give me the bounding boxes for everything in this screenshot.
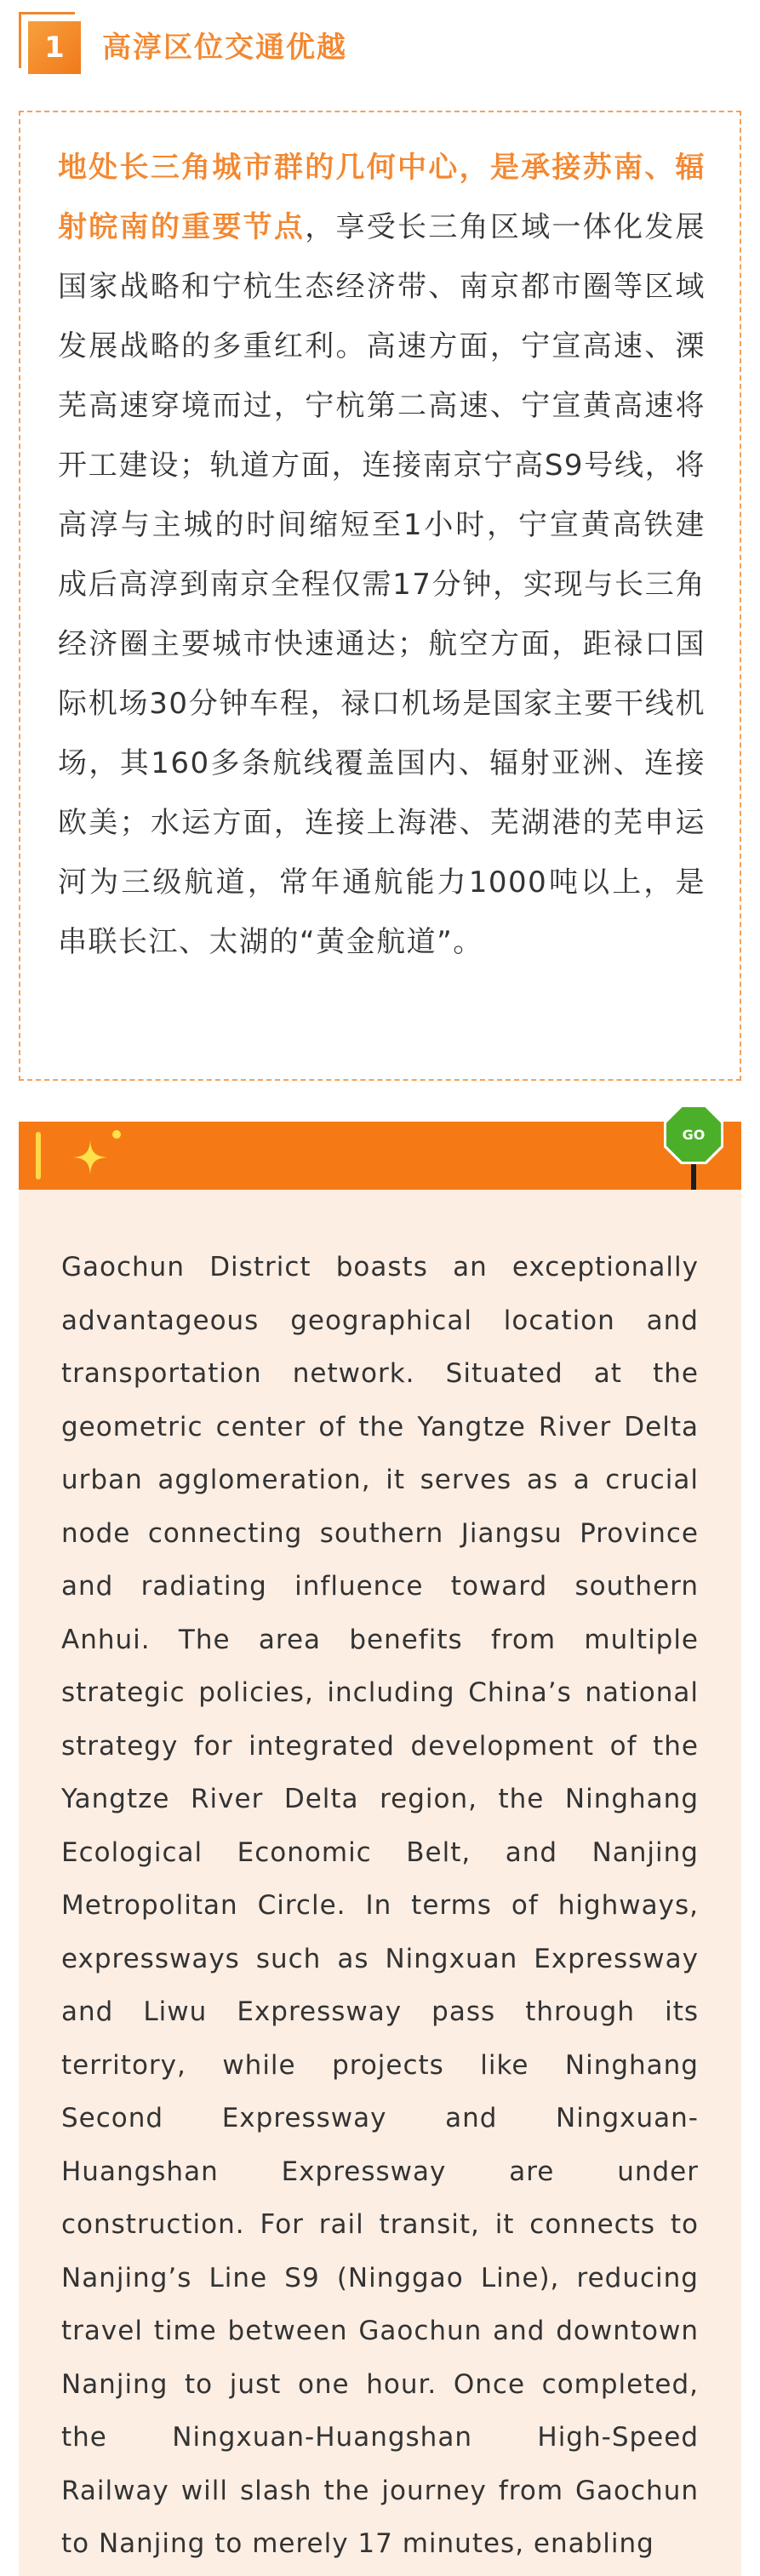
go-sign — [662, 1103, 725, 1197]
english-text-box — [19, 1190, 741, 2576]
sparkle-dot-icon — [112, 1130, 121, 1139]
highlight-geometric-center: 地处长三角城市群的几何中心 — [58, 151, 460, 185]
section-header — [19, 12, 444, 80]
sparkle-star-icon — [71, 1139, 109, 1176]
chinese-paragraph — [58, 138, 706, 972]
english-paragraph: Gaochun District boasts an exceptionally advantageous geographical location and transportation network. Situated at the geometric center of the Yangtze River Delta urban agglomeration, it serves as a crucial node connecting southern Jiangsu Province and radiating influence toward southern Anhui. The area benefits from multiple strategic policies, including China’s national strategy for integrated development of the Yangtze River Delta region, the Ninghang Ecological Economic Belt, and Nanjing Metropolitan Circle. In terms of highways, expressways such as Ningxuan Expressway and Liwu Expressway pass through its territory, while projects like Ninghang Second Expressway and Ningxuan-Huangshan Expressway are under construction. For rail transit, it connects to Nanjing’s Line S9 (Ninggao Line), reducing travel time between Gaochun and downtown Nanjing to just one hour. Once completed, the Ningxuan-Huangshan High-Speed Railway will slash the journey from Gaochun to Nanjing to merely 17 minutes, enabling — [61, 1252, 699, 2559]
section-title: 高淳区位交通优越 — [102, 31, 347, 65]
chinese-text-box — [19, 111, 741, 1081]
chinese-body-text: ，享受长三角区域一体化发展国家战略和宁杭生态经济带、南京都市圈等区域发展战略的多重红利。高速方面，宁宣高速、溧芜高速穿境而过，宁杭第二高速、宁宣黄高速将开工建设；轨道方面，连接南京宁高S9号线，将高淳与主城的时间缩短至1小时，宁宣黄高铁建成后高淳到南京全程仅需17分钟，实现与长三角经济圈主要城市快速通达；航空方面，距禄口国际机场30分钟车程，禄口机场是国家主要干线机场，其160多条航线覆盖国内、辐射亚洲、连接欧美；水运方面，连接上海港、芜湖港的芜申运河为三级航道，常年通航能力1000吨以上，是串联长江、太湖的“黄金航道”。 — [58, 210, 706, 959]
yellow-bar-icon — [36, 1132, 41, 1179]
go-sign-label: GO — [682, 1126, 706, 1143]
section-number: 1 — [28, 21, 81, 74]
section-number-badge — [19, 12, 80, 73]
highlight-separator: ， — [459, 151, 490, 185]
highlight-key-node: 是承接苏南、辐射皖南的重要节点 — [58, 151, 706, 244]
orange-divider-band — [19, 1122, 741, 1190]
